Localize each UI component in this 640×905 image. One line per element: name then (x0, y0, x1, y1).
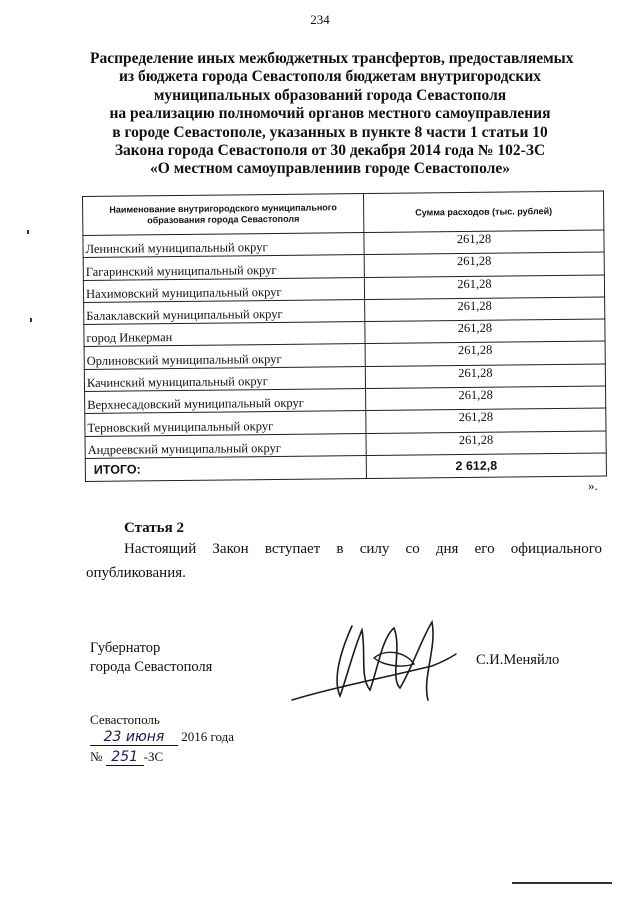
municipality-name: Верхнесадовский муниципальный округ (85, 389, 366, 414)
title-line: Распределение иных межбюджетных трансфертов, предоставляемых (90, 50, 574, 67)
expense-sum: 261,28 (366, 386, 606, 411)
scan-mark (27, 230, 29, 234)
document-title (90, 50, 574, 179)
total-value: 2 612,8 (366, 453, 606, 479)
law-number (90, 749, 163, 766)
signing-city: Севастополь (90, 712, 160, 727)
municipality-name: Качинский муниципальный округ (84, 366, 365, 391)
municipality-name: Нахимовский муниципальный округ (83, 277, 364, 302)
expense-sum: 261,28 (366, 408, 606, 433)
signer-position: города Севастополя (90, 659, 213, 675)
scan-mark (30, 318, 32, 322)
number-prefix: № (90, 749, 103, 764)
title-line: в городе Севастополе, указанных в пункте 8 части 1 статьи 10 (112, 123, 548, 141)
header-name-column: Наименование внутригородского муниципального образования города Севастополя (83, 194, 364, 236)
title-line: из бюджета города Севастополя бюджетам внутригородских (118, 68, 542, 86)
signer-name: С.И.Меняйло (476, 652, 560, 668)
date-suffix: 2016 года (181, 729, 235, 744)
signing-date (90, 729, 234, 746)
municipality-name: Андреевский муниципальный округ (85, 433, 366, 458)
title-line: муниципальных образований города Севастополя (153, 86, 507, 104)
expense-sum: 261,28 (365, 342, 605, 367)
title-line: Закона города Севастополя от 30 декабря 2014 года № 102-ЗС (114, 142, 546, 160)
municipality-name: Ленинский муниципальный округ (83, 233, 364, 258)
handwritten-number: 251 (106, 749, 144, 766)
scan-mark (512, 882, 612, 884)
signer-position: Губернатор (90, 640, 161, 656)
handwritten-signature (282, 608, 462, 708)
municipality-name: Гагаринский муниципальный округ (83, 255, 364, 280)
number-suffix: -ЗС (143, 749, 164, 764)
expense-sum: 261,28 (365, 319, 605, 344)
expense-sum: 261,28 (366, 431, 606, 456)
page-number: 234 (310, 12, 330, 27)
municipality-name: Терновский муниципальный округ (85, 411, 366, 436)
expense-sum: 261,28 (364, 275, 604, 300)
table-total-row (85, 453, 606, 481)
article-text-line: Настоящий Закон вступает в силу со дня его официального (124, 541, 602, 557)
expense-sum: 261,28 (365, 364, 605, 389)
municipality-name: город Инкерман (84, 322, 365, 347)
expense-sum: 261,28 (365, 297, 605, 322)
header-sum-column: Сумма расходов (тыс. рублей) (363, 191, 603, 233)
table-header-row (83, 191, 604, 235)
handwritten-date: 23 июня (90, 729, 178, 746)
title-line: «О местном самоуправлениив городе Севастополе» (150, 160, 510, 178)
municipality-name: Орлиновский муниципальный округ (84, 344, 365, 369)
total-label: ИТОГО: (85, 456, 366, 482)
title-line: на реализацию полномочий органов местного самоуправления (109, 105, 551, 123)
article-heading: Статья 2 (124, 520, 184, 536)
expense-sum: 261,28 (364, 230, 604, 255)
municipality-name: Балаклавский муниципальный округ (84, 299, 365, 324)
article-text-line: опубликования. (86, 565, 186, 581)
closing-quote: ». (588, 478, 598, 493)
distribution-table (82, 191, 607, 482)
expense-sum: 261,28 (364, 252, 604, 277)
